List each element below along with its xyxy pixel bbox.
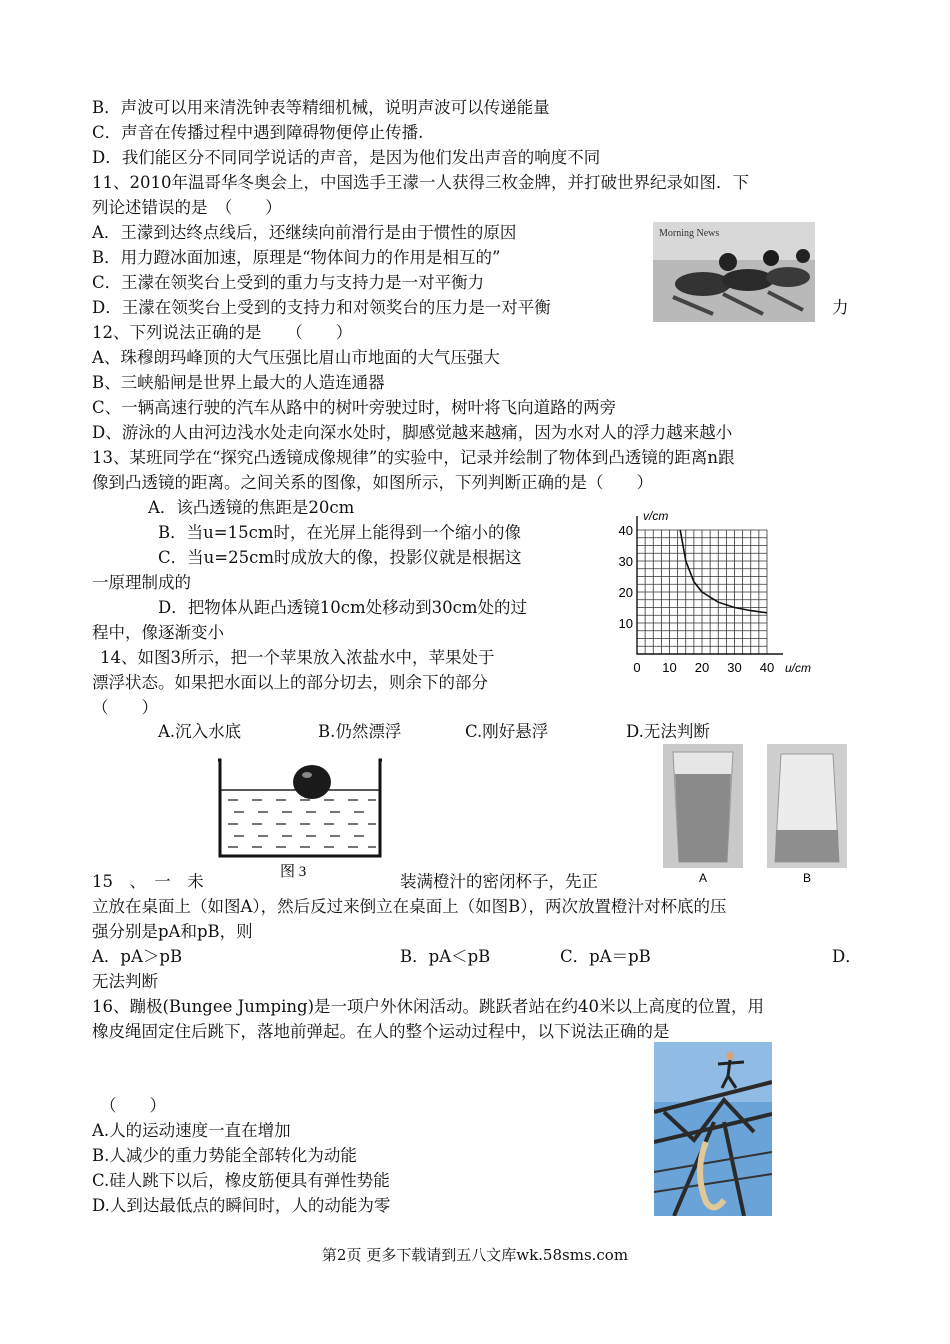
chart-xtick-label: 0 bbox=[633, 660, 641, 675]
bungee-jumping-photo bbox=[654, 1042, 772, 1216]
chart-ytick-label: 40 bbox=[618, 523, 633, 538]
q12-option-a: A、珠穆朗玛峰顶的大气压强比眉山市地面的大气压强大 bbox=[92, 348, 500, 367]
q10-option-b: B．声波可以用来清洗钟表等精细机械，说明声波可以传递能量 bbox=[92, 98, 550, 117]
cup-b-label: B bbox=[803, 871, 812, 885]
q16-stem-2: 橡皮绳固定住后跳下，落地前弹起。在人的整个运动过程中，以下说法正确的是 bbox=[92, 1022, 670, 1041]
q11-stem-2: 列论述错误的是 （ ） bbox=[92, 198, 282, 217]
q13-stem-2: 像到凸透镜的距离。之间关系的图像，如图所示，下列判断正确的是（ ） bbox=[92, 473, 653, 492]
q11-option-b: B．用力蹬冰面加速，原理是“物体间力的作用是相互的” bbox=[92, 248, 501, 267]
q13-option-d-2: 程中，像逐渐变小 bbox=[92, 623, 224, 642]
q11-option-d-end: 力 bbox=[832, 298, 849, 317]
chart-ytick-label: 10 bbox=[618, 616, 633, 631]
q16-option-b: B.人减少的重力势能全部转化为动能 bbox=[92, 1146, 357, 1165]
q14-option-a: A.沉入水底 bbox=[158, 722, 242, 741]
q13-option-d-1: D．把物体从距凸透镜10cm处移动到30cm处的过 bbox=[158, 598, 527, 617]
lens-distance-chart bbox=[603, 504, 833, 680]
q15-option-a: A．pA＞pB bbox=[92, 947, 183, 966]
q12-option-d: D、游泳的人由河边浅水处走向深水处时，脚感觉越来越痛，因为水对人的浮力越来越小 bbox=[92, 423, 733, 442]
figure-3-label: 图 3 bbox=[280, 864, 307, 880]
q14-stem-2: 漂浮状态。如果把水面以上的部分切去，则余下的部分 bbox=[92, 673, 488, 692]
q14-stem-3: （ ） bbox=[92, 698, 158, 717]
q15-option-d: D． bbox=[832, 947, 862, 966]
q13-stem-1: 13、某班同学在“探究凸透镜成像规律”的实验中，记录并绘制了物体到凸透镜的距离n跟 bbox=[92, 448, 735, 467]
speed-skating-photo bbox=[653, 222, 815, 322]
juice-cups-photo bbox=[663, 744, 853, 886]
q15-option-b: B．pA＜pB bbox=[400, 947, 491, 966]
q11-option-a: A．王濛到达终点线后，还继续向前滑行是由于惯性的原因 bbox=[92, 223, 517, 242]
q15-option-d-text: 无法判断 bbox=[92, 972, 158, 991]
q10-option-d: D．我们能区分不同同学说话的声音，是因为他们发出声音的响度不同 bbox=[92, 148, 601, 167]
q15-stem-3: 强分别是pA和pB，则 bbox=[92, 922, 253, 941]
q15-stem-2: 立放在桌面上（如图A），然后反过来倒立在桌面上（如图B），两次放置橙汁对杯底的压 bbox=[92, 897, 727, 916]
q15-option-c: C．pA＝pB bbox=[560, 947, 651, 966]
q11-stem-1: 11、2010年温哥华冬奥会上，中国选手王濛一人获得三枚金牌，并打破世界纪录如图．下 bbox=[92, 173, 749, 192]
q12-option-c: C、一辆高速行驶的汽车从路中的树叶旁驶过时，树叶将飞向道路的两旁 bbox=[92, 398, 617, 417]
photo-caption: Morning News bbox=[659, 228, 720, 239]
q11-option-d: D．王濛在领奖台上受到的支持力和对领奖台的压力是一对平衡 bbox=[92, 298, 551, 317]
page-footer: 第2页 更多下载请到五八文库wk.58sms.com bbox=[321, 1246, 629, 1264]
q13-option-c-2: 一原理制成的 bbox=[92, 573, 191, 592]
q13-option-c-1: C．当u=25cm时成放大的像，投影仪就是根据这 bbox=[158, 548, 522, 567]
chart-xtick-label: 30 bbox=[727, 660, 742, 675]
q13-option-b: B．当u=15cm时，在光屏上能得到一个缩小的像 bbox=[158, 523, 521, 542]
q10-option-c: C．声音在传播过程中遇到障碍物便停止传播. bbox=[92, 123, 424, 142]
q15-stem-1a: 15 、 一 未 bbox=[92, 872, 204, 891]
chart-xtick-label: 10 bbox=[662, 660, 677, 675]
q14-stem-1: 14、如图3所示，把一个苹果放入浓盐水中，苹果处于 bbox=[100, 648, 495, 667]
q16-stem-1: 16、蹦极(Bungee Jumping)是一项户外休闲活动。跳跃者站在约40米以上高度的位置，用 bbox=[92, 997, 764, 1016]
chart-xtick-label: 20 bbox=[694, 660, 710, 675]
q14-option-b: B.仍然漂浮 bbox=[318, 722, 402, 741]
chart-ytick-label: 30 bbox=[618, 554, 633, 569]
q11-option-c: C．王濛在领奖台上受到的重力与支持力是一对平衡力 bbox=[92, 273, 485, 292]
chart-ytick-label: 20 bbox=[618, 585, 633, 600]
figure-3-apple-beaker bbox=[212, 756, 392, 881]
q12-stem: 12、下列说法正确的是 （ ） bbox=[92, 323, 353, 342]
chart-xlabel: u/cm bbox=[785, 661, 812, 675]
q16-option-c: C.硅人跳下以后，橡皮筋便具有弹性势能 bbox=[92, 1171, 390, 1190]
chart-series-line bbox=[680, 530, 767, 613]
cup-a-label: A bbox=[699, 871, 708, 885]
q16-option-a: A.人的运动速度一直在增加 bbox=[92, 1121, 291, 1140]
chart-ylabel: v/cm bbox=[643, 509, 669, 523]
q16-stem-3: （ ） bbox=[100, 1096, 166, 1115]
q15-stem-1b: 装满橙汁的密闭杯子，先正 bbox=[400, 872, 598, 891]
q16-option-d: D.人到达最低点的瞬间时，人的动能为零 bbox=[92, 1196, 391, 1215]
q13-option-a: A．该凸透镜的焦距是20cm bbox=[148, 498, 355, 517]
q14-option-c: C.刚好悬浮 bbox=[465, 722, 549, 741]
q12-option-b: B、三峡船闸是世界上最大的人造连通器 bbox=[92, 373, 385, 392]
chart-xtick-label: 40 bbox=[759, 660, 775, 675]
q14-option-d: D.无法判断 bbox=[626, 722, 710, 741]
